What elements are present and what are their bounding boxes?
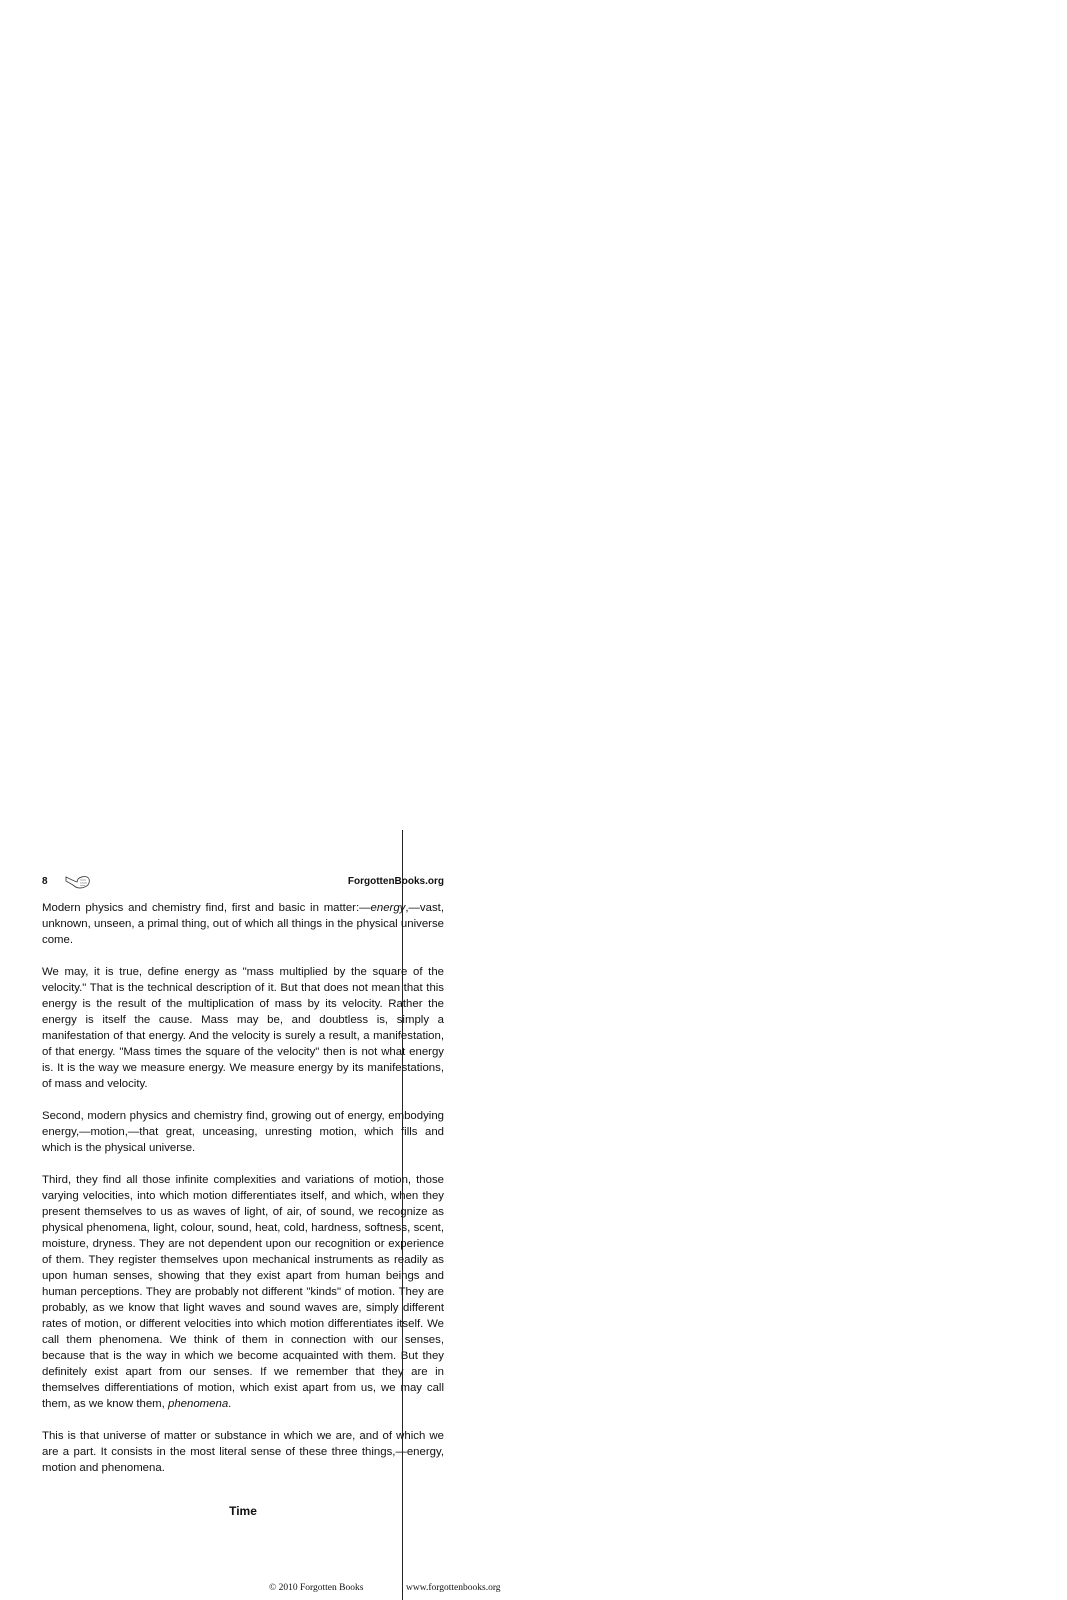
- paragraph: Third, they find all those infinite complexities and variations of motion, those varying velocities, into which motion differentiates itself, and which, when they present themselves to us as waves of light, of air, of sound, we recognize as physical phenomena, light, colour, sound, heat, cold, hardness, softness, scent, moisture, dryness. They are not dependent upon our recognition or experience of them. They register themselves upon mechanical instruments as readily as upon human senses, showing that they exist apart from human beings and human perceptions. They are probably not different "kinds" of motion. They are probably, as we know that light waves and sound waves are, simply different rates of motion, or different velocities into which motion differentiates itself. We call them phenomena. We think of them in connection with our senses, because that is the way in which we become acquainted with them. But they definitely exist apart from our senses. If we remember that they are in themselves differentiations of motion, which exist apart from us, we may call them, as we know them, phenomena.: [42, 1174, 444, 1410]
- paragraph: This is that universe of matter or substance in which we are, and of which we are a part. It consists in the most literal sense of these three things,—energy, motion and phenomena.: [42, 1430, 444, 1474]
- page-number: 8: [42, 876, 48, 887]
- page-header: [42, 873, 444, 895]
- paragraph: Modern physics and chemistry find, first and basic in matter:—energy,—vast, unknown, unseen, a primal thing, out of which all things in the physical universe come.: [42, 902, 444, 946]
- section-heading: Time: [229, 1504, 257, 1518]
- body-text: [42, 900, 444, 1492]
- footer-copyright: © 2010 Forgotten Books: [269, 1583, 364, 1593]
- pointing-hand-icon: [64, 873, 92, 891]
- paragraph: Second, modern physics and chemistry find, growing out of energy, embodying energy,—motion,—that great, unceasing, unresting motion, which fills and which is the physical universe.: [42, 1110, 444, 1154]
- header-site-name: ForgottenBooks.org: [347, 876, 444, 887]
- footer-url[interactable]: www.forgottenbooks.org: [406, 1583, 501, 1593]
- paragraph: We may, it is true, define energy as "mass multiplied by the square of the velocity." That is the technical description of it. But that does not mean that this energy is the result of the multiplication of mass by its velocity. Rather the energy is itself the cause. Mass may be, and doubtless is, simply a manifestation of that energy. And the velocity is surely a result, a manifestation, of that energy. "Mass times the square of the velocity" then is not what energy is. It is the way we measure energy. We measure energy by its manifestations, of mass and velocity.: [42, 966, 444, 1090]
